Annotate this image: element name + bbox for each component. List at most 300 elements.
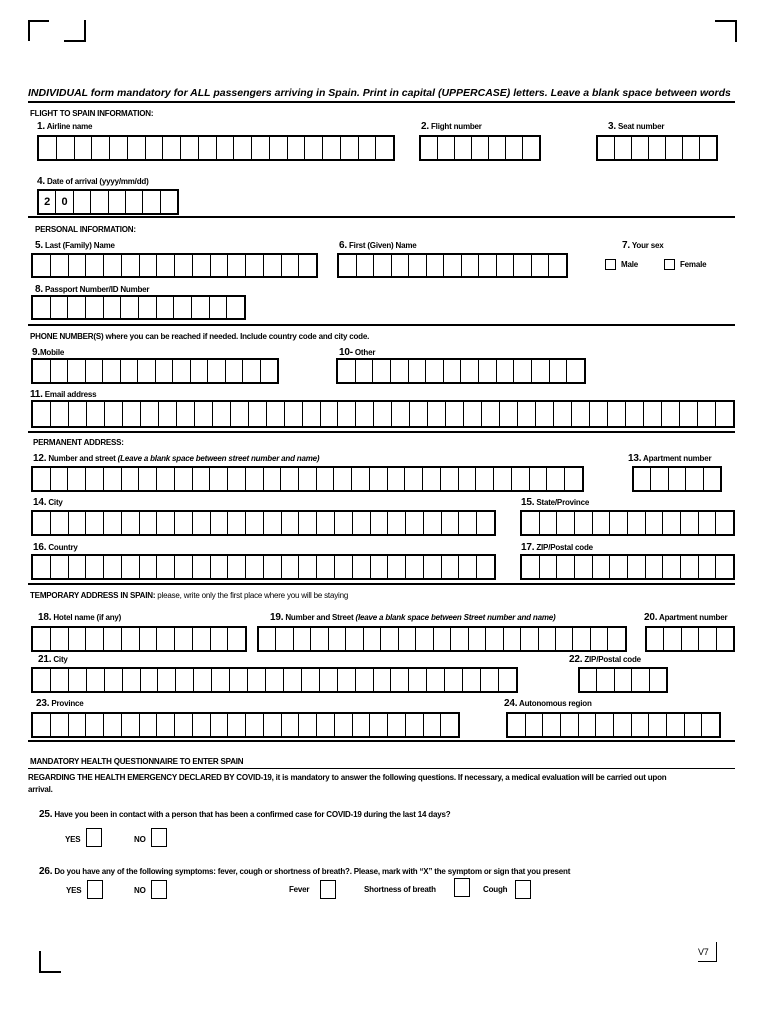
character-cell[interactable] xyxy=(644,402,662,426)
character-cell[interactable] xyxy=(246,714,264,736)
character-cell[interactable] xyxy=(208,360,226,382)
character-cell[interactable] xyxy=(442,556,460,578)
character-cell[interactable] xyxy=(86,556,104,578)
character-cell[interactable] xyxy=(299,714,317,736)
character-cell[interactable] xyxy=(593,512,611,534)
character-cell[interactable] xyxy=(104,255,122,276)
female-checkbox[interactable] xyxy=(664,259,675,270)
character-cell[interactable] xyxy=(69,714,87,736)
character-cell[interactable] xyxy=(567,360,584,382)
character-cell[interactable] xyxy=(647,628,664,650)
character-cell[interactable] xyxy=(486,628,503,650)
character-cell[interactable] xyxy=(476,468,494,490)
character-cell[interactable] xyxy=(51,512,69,534)
character-cell[interactable] xyxy=(579,714,597,736)
character-cell[interactable] xyxy=(650,669,666,691)
character-cell[interactable] xyxy=(359,137,377,159)
character-cell[interactable] xyxy=(522,556,540,578)
character-cell[interactable] xyxy=(356,402,374,426)
character-cell[interactable] xyxy=(51,468,69,490)
flight-number-field[interactable] xyxy=(419,135,541,161)
character-cell[interactable] xyxy=(33,512,51,534)
character-cell[interactable] xyxy=(266,669,284,691)
character-cell[interactable] xyxy=(698,402,716,426)
character-cell[interactable] xyxy=(424,512,442,534)
character-cell[interactable] xyxy=(370,714,388,736)
character-cell[interactable] xyxy=(159,402,177,426)
character-cell[interactable] xyxy=(173,360,191,382)
character-cell[interactable] xyxy=(472,137,489,159)
character-cell[interactable] xyxy=(590,402,608,426)
character-cell[interactable] xyxy=(664,628,681,650)
character-cell[interactable] xyxy=(561,714,579,736)
character-cell[interactable] xyxy=(104,714,122,736)
character-cell[interactable] xyxy=(663,512,681,534)
character-cell[interactable] xyxy=(181,137,199,159)
character-cell[interactable] xyxy=(123,402,141,426)
character-cell[interactable] xyxy=(532,360,550,382)
character-cell[interactable] xyxy=(329,628,346,650)
character-cell[interactable] xyxy=(523,137,539,159)
character-cell[interactable] xyxy=(651,468,668,490)
character-cell[interactable] xyxy=(353,512,371,534)
character-cell[interactable] xyxy=(646,556,664,578)
character-cell[interactable] xyxy=(33,255,51,276)
character-cell[interactable] xyxy=(388,512,406,534)
character-cell[interactable] xyxy=(700,137,716,159)
character-cell[interactable] xyxy=(549,255,566,276)
character-cell[interactable] xyxy=(428,402,446,426)
cough-checkbox[interactable] xyxy=(515,880,531,899)
character-cell[interactable] xyxy=(479,360,497,382)
character-cell[interactable] xyxy=(195,402,213,426)
character-cell[interactable] xyxy=(424,556,442,578)
character-cell[interactable] xyxy=(157,556,175,578)
character-cell[interactable] xyxy=(228,512,246,534)
character-cell[interactable] xyxy=(704,468,720,490)
character-cell[interactable] xyxy=(210,297,228,318)
character-cell[interactable] xyxy=(530,468,548,490)
character-cell[interactable] xyxy=(615,137,632,159)
character-cell[interactable] xyxy=(69,669,87,691)
character-cell[interactable] xyxy=(391,360,409,382)
character-cell[interactable] xyxy=(353,714,371,736)
character-cell[interactable] xyxy=(371,512,389,534)
character-cell[interactable] xyxy=(614,714,632,736)
character-cell[interactable] xyxy=(264,714,282,736)
character-cell[interactable] xyxy=(228,556,246,578)
character-cell[interactable] xyxy=(681,556,699,578)
character-cell[interactable] xyxy=(399,628,416,650)
character-cell[interactable] xyxy=(716,402,733,426)
character-cell[interactable] xyxy=(543,714,561,736)
character-cell[interactable] xyxy=(140,512,158,534)
character-cell[interactable] xyxy=(424,714,442,736)
character-cell[interactable] xyxy=(217,137,235,159)
character-cell[interactable] xyxy=(267,402,285,426)
character-cell[interactable] xyxy=(122,512,140,534)
character-cell[interactable] xyxy=(193,628,211,650)
character-cell[interactable] xyxy=(580,669,597,691)
character-cell[interactable] xyxy=(140,556,158,578)
city-field[interactable] xyxy=(31,510,496,536)
character-cell[interactable] xyxy=(406,556,424,578)
character-cell[interactable] xyxy=(86,468,104,490)
character-cell[interactable] xyxy=(427,255,445,276)
character-cell[interactable] xyxy=(299,556,317,578)
character-cell[interactable] xyxy=(311,628,328,650)
character-cell[interactable] xyxy=(434,628,451,650)
temp-zip-field[interactable] xyxy=(578,667,668,693)
character-cell[interactable] xyxy=(122,556,140,578)
character-cell[interactable] xyxy=(338,360,356,382)
character-cell[interactable] xyxy=(699,556,717,578)
arrival-date-field[interactable] xyxy=(37,189,179,215)
state-field[interactable] xyxy=(520,510,735,536)
character-cell[interactable] xyxy=(554,402,572,426)
character-cell[interactable] xyxy=(122,255,140,276)
character-cell[interactable] xyxy=(374,402,392,426)
character-cell[interactable] xyxy=(51,360,69,382)
character-cell[interactable] xyxy=(573,628,590,650)
character-cell[interactable] xyxy=(686,468,703,490)
character-cell[interactable] xyxy=(376,137,393,159)
character-cell[interactable] xyxy=(68,360,86,382)
character-cell[interactable] xyxy=(615,669,632,691)
character-cell[interactable] xyxy=(499,669,516,691)
character-cell[interactable] xyxy=(532,255,550,276)
temp-apartment-field[interactable] xyxy=(645,626,735,652)
character-cell[interactable] xyxy=(282,512,300,534)
character-cell[interactable] xyxy=(370,468,388,490)
character-cell[interactable] xyxy=(669,468,686,490)
seat-number-field[interactable] xyxy=(596,135,718,161)
character-cell[interactable] xyxy=(409,669,427,691)
character-cell[interactable] xyxy=(86,714,104,736)
character-cell[interactable] xyxy=(105,669,123,691)
character-cell[interactable] xyxy=(246,468,264,490)
character-cell[interactable] xyxy=(86,628,104,650)
character-cell[interactable] xyxy=(504,628,521,650)
character-cell[interactable] xyxy=(662,402,680,426)
character-cell[interactable] xyxy=(459,556,477,578)
character-cell[interactable] xyxy=(388,468,406,490)
character-cell[interactable] xyxy=(276,628,293,650)
character-cell[interactable] xyxy=(334,468,352,490)
character-cell[interactable] xyxy=(497,360,515,382)
character-cell[interactable] xyxy=(285,402,303,426)
temp-city-field[interactable] xyxy=(31,667,518,693)
character-cell[interactable] xyxy=(388,714,406,736)
q26-no-checkbox[interactable] xyxy=(151,880,167,899)
character-cell[interactable] xyxy=(68,297,86,318)
character-cell[interactable] xyxy=(282,556,300,578)
character-cell[interactable] xyxy=(482,402,500,426)
character-cell[interactable] xyxy=(69,512,87,534)
character-cell[interactable] xyxy=(33,297,51,318)
character-cell[interactable] xyxy=(575,512,593,534)
character-cell[interactable] xyxy=(716,556,733,578)
character-cell[interactable] xyxy=(464,402,482,426)
character-cell[interactable] xyxy=(33,556,51,578)
character-cell[interactable] xyxy=(593,556,611,578)
character-cell[interactable] xyxy=(86,512,104,534)
character-cell[interactable] xyxy=(122,468,140,490)
character-cell[interactable] xyxy=(211,512,229,534)
character-cell[interactable] xyxy=(157,255,175,276)
character-cell[interactable] xyxy=(193,255,211,276)
q26-yes-checkbox[interactable] xyxy=(87,880,103,899)
character-cell[interactable] xyxy=(416,628,433,650)
character-cell[interactable] xyxy=(282,714,300,736)
character-cell[interactable] xyxy=(521,628,538,650)
character-cell[interactable] xyxy=(192,297,210,318)
character-cell[interactable] xyxy=(426,360,444,382)
character-cell[interactable] xyxy=(248,669,266,691)
character-cell[interactable] xyxy=(438,137,455,159)
character-cell[interactable] xyxy=(514,360,532,382)
character-cell[interactable] xyxy=(105,402,123,426)
character-cell[interactable] xyxy=(284,669,302,691)
character-cell[interactable] xyxy=(213,402,231,426)
zip-field[interactable] xyxy=(520,554,735,580)
character-cell[interactable] xyxy=(69,255,87,276)
character-cell[interactable] xyxy=(610,512,628,534)
character-cell[interactable] xyxy=(683,137,700,159)
character-cell[interactable] xyxy=(302,669,320,691)
character-cell[interactable] xyxy=(86,360,104,382)
character-cell[interactable] xyxy=(176,669,194,691)
character-cell[interactable] xyxy=(512,468,530,490)
character-cell[interactable] xyxy=(536,402,554,426)
character-cell[interactable] xyxy=(86,297,104,318)
character-cell[interactable] xyxy=(356,360,374,382)
character-cell[interactable] xyxy=(138,360,156,382)
character-cell[interactable] xyxy=(175,628,193,650)
character-cell[interactable] xyxy=(226,360,244,382)
character-cell[interactable] xyxy=(199,137,217,159)
character-cell[interactable] xyxy=(140,255,158,276)
character-cell[interactable] xyxy=(321,402,339,426)
character-cell[interactable] xyxy=(409,360,427,382)
character-cell[interactable] xyxy=(103,360,121,382)
character-cell[interactable] xyxy=(667,714,685,736)
character-cell[interactable] xyxy=(104,297,122,318)
other-phone-field[interactable] xyxy=(336,358,586,384)
character-cell[interactable] xyxy=(51,255,69,276)
q25-no-checkbox[interactable] xyxy=(151,828,167,847)
character-cell[interactable] xyxy=(128,137,146,159)
character-cell[interactable] xyxy=(610,556,628,578)
character-cell[interactable] xyxy=(608,402,626,426)
character-cell[interactable] xyxy=(259,628,276,650)
email-field[interactable] xyxy=(31,400,735,428)
character-cell[interactable] xyxy=(364,628,381,650)
character-cell[interactable] xyxy=(122,714,140,736)
character-cell[interactable] xyxy=(299,255,316,276)
character-cell[interactable] xyxy=(392,255,410,276)
character-cell[interactable] xyxy=(141,402,159,426)
first-name-field[interactable] xyxy=(337,253,568,278)
airline-name-field[interactable] xyxy=(37,135,395,161)
character-cell[interactable] xyxy=(699,628,716,650)
character-cell[interactable] xyxy=(494,468,512,490)
character-cell[interactable] xyxy=(228,468,246,490)
character-cell[interactable] xyxy=(335,512,353,534)
character-cell[interactable] xyxy=(228,714,246,736)
character-cell[interactable] xyxy=(51,628,69,650)
character-cell[interactable] xyxy=(33,714,51,736)
character-cell[interactable] xyxy=(444,360,462,382)
character-cell[interactable] xyxy=(608,628,624,650)
character-cell[interactable] xyxy=(317,556,335,578)
character-cell[interactable] xyxy=(177,402,195,426)
character-cell[interactable] xyxy=(338,669,356,691)
character-cell[interactable] xyxy=(598,137,615,159)
character-cell[interactable] xyxy=(489,137,506,159)
character-cell[interactable] xyxy=(140,714,158,736)
character-cell[interactable] xyxy=(556,628,573,650)
character-cell[interactable] xyxy=(270,137,288,159)
character-cell[interactable] xyxy=(139,297,157,318)
character-cell[interactable] xyxy=(33,669,51,691)
temp-street-field[interactable] xyxy=(257,626,627,652)
character-cell[interactable] xyxy=(469,628,486,650)
character-cell[interactable] xyxy=(194,669,212,691)
character-cell[interactable] xyxy=(446,402,464,426)
character-cell[interactable] xyxy=(33,360,51,382)
character-cell[interactable] xyxy=(646,512,664,534)
character-cell[interactable] xyxy=(75,137,93,159)
character-cell[interactable] xyxy=(317,512,335,534)
character-cell[interactable] xyxy=(444,255,462,276)
character-cell[interactable] xyxy=(685,714,703,736)
character-cell[interactable] xyxy=(540,512,558,534)
character-cell[interactable] xyxy=(33,628,51,650)
character-cell[interactable] xyxy=(305,137,323,159)
fever-checkbox[interactable] xyxy=(320,880,336,899)
character-cell[interactable] xyxy=(288,137,306,159)
character-cell[interactable] xyxy=(139,468,157,490)
character-cell[interactable] xyxy=(632,137,649,159)
character-cell[interactable] xyxy=(405,468,423,490)
character-cell[interactable] xyxy=(246,255,264,276)
character-cell[interactable] xyxy=(526,714,544,736)
character-cell[interactable] xyxy=(628,512,646,534)
character-cell[interactable] xyxy=(381,628,398,650)
character-cell[interactable] xyxy=(299,512,317,534)
character-cell[interactable] xyxy=(479,255,497,276)
character-cell[interactable] xyxy=(193,468,211,490)
character-cell[interactable] xyxy=(320,669,338,691)
character-cell[interactable] xyxy=(557,556,575,578)
character-cell[interactable] xyxy=(702,714,719,736)
character-cell[interactable] xyxy=(550,360,568,382)
character-cell[interactable] xyxy=(632,714,650,736)
character-cell[interactable] xyxy=(174,297,192,318)
character-cell[interactable] xyxy=(282,255,300,276)
character-cell[interactable] xyxy=(157,297,175,318)
last-name-field[interactable] xyxy=(31,253,318,278)
country-field[interactable] xyxy=(31,554,496,580)
character-cell[interactable] xyxy=(193,512,211,534)
character-cell[interactable] xyxy=(391,669,409,691)
character-cell[interactable] xyxy=(406,512,424,534)
character-cell[interactable] xyxy=(441,714,458,736)
character-cell[interactable] xyxy=(33,402,51,426)
character-cell[interactable] xyxy=(210,468,228,490)
character-cell[interactable] xyxy=(680,402,698,426)
character-cell[interactable] xyxy=(421,137,438,159)
character-cell[interactable] xyxy=(427,669,445,691)
character-cell[interactable] xyxy=(441,468,459,490)
character-cell[interactable] xyxy=(121,360,139,382)
character-cell[interactable] xyxy=(157,628,175,650)
character-cell[interactable] xyxy=(86,255,104,276)
character-cell[interactable] xyxy=(39,137,57,159)
character-cell[interactable] xyxy=(51,556,69,578)
character-cell[interactable] xyxy=(104,628,122,650)
character-cell[interactable] xyxy=(547,468,565,490)
character-cell[interactable] xyxy=(352,468,370,490)
character-cell[interactable] xyxy=(33,468,51,490)
character-cell[interactable] xyxy=(565,468,582,490)
passport-number-field[interactable] xyxy=(31,295,246,320)
character-cell[interactable] xyxy=(157,468,175,490)
street-field[interactable] xyxy=(31,466,584,492)
character-cell[interactable] xyxy=(392,402,410,426)
character-cell[interactable] xyxy=(51,297,69,318)
character-cell[interactable] xyxy=(69,402,87,426)
character-cell[interactable] xyxy=(596,714,614,736)
character-cell[interactable] xyxy=(682,628,699,650)
character-cell[interactable] xyxy=(717,628,733,650)
character-cell[interactable] xyxy=(163,137,181,159)
character-cell[interactable] xyxy=(649,714,667,736)
character-cell[interactable] xyxy=(69,556,87,578)
character-cell[interactable] xyxy=(459,468,477,490)
character-cell[interactable] xyxy=(388,556,406,578)
character-cell[interactable] xyxy=(92,137,110,159)
character-cell[interactable] xyxy=(338,402,356,426)
character-cell[interactable] xyxy=(317,714,335,736)
character-cell[interactable] xyxy=(87,402,105,426)
character-cell[interactable] xyxy=(104,468,122,490)
character-cell[interactable] xyxy=(459,512,477,534)
character-cell[interactable] xyxy=(373,360,391,382)
character-cell[interactable] xyxy=(406,714,424,736)
character-cell[interactable] xyxy=(451,628,468,650)
character-cell[interactable] xyxy=(264,512,282,534)
character-cell[interactable] xyxy=(246,556,264,578)
character-cell[interactable] xyxy=(339,255,357,276)
character-cell[interactable] xyxy=(455,137,472,159)
character-cell[interactable] xyxy=(121,297,139,318)
character-cell[interactable] xyxy=(264,556,282,578)
character-cell[interactable] xyxy=(463,669,481,691)
character-cell[interactable] xyxy=(249,402,267,426)
character-cell[interactable] xyxy=(356,669,374,691)
character-cell[interactable] xyxy=(461,360,479,382)
character-cell[interactable] xyxy=(557,512,575,534)
character-cell[interactable] xyxy=(211,628,229,650)
character-cell[interactable] xyxy=(158,669,176,691)
character-cell[interactable] xyxy=(157,512,175,534)
character-cell[interactable] xyxy=(374,669,392,691)
character-cell[interactable] xyxy=(212,669,230,691)
character-cell[interactable] xyxy=(246,512,264,534)
character-cell[interactable] xyxy=(175,512,193,534)
